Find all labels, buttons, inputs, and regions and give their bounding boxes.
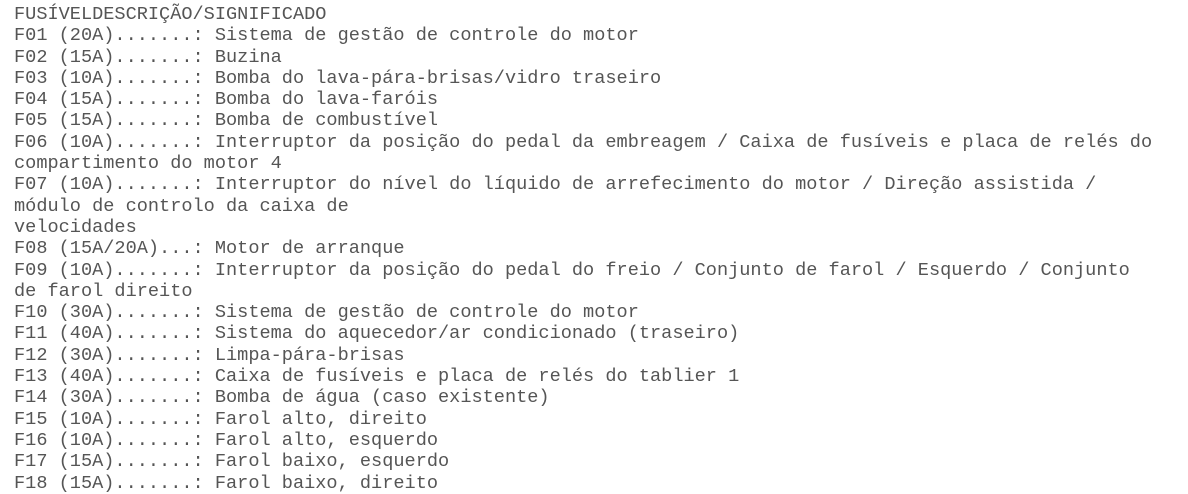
fuse-line-f11: F11 (40A).......: Sistema do aquecedor/ar condicionado (traseiro)	[14, 323, 740, 345]
fuse-line-f18: F18 (15A).......: Farol baixo, direito	[14, 472, 439, 494]
fuse-line-f10: F10 (30A).......: Sistema de gestão de controle do motor	[14, 302, 639, 324]
fuse-line-f09: F09 (10A).......: Interruptor da posição do pedal do freio / Conjunto de farol / Esquerdo / Conjunto	[14, 259, 1130, 281]
fuse-line-f08: F08 (15A/20A)...: Motor de arranque	[14, 238, 405, 260]
fuse-line-f14: F14 (30A).......: Bomba de água (caso existente)	[14, 387, 550, 409]
fuse-line-f02: F02 (15A).......: Buzina	[14, 46, 282, 68]
fuse-line-f03: F03 (10A).......: Bomba do lava-pára-brisas/vidro traseiro	[14, 67, 662, 89]
fuse-line-f07-continuation-2: velocidades	[14, 216, 137, 238]
fuse-line-f16: F16 (10A).......: Farol alto, esquerdo	[14, 429, 439, 451]
fuse-line-f15: F15 (10A).......: Farol alto, direito	[14, 408, 427, 430]
fuse-line-f12: F12 (30A).......: Limpa-pára-brisas	[14, 344, 405, 366]
fuse-line-f06: F06 (10A).......: Interruptor da posição do pedal da embreagem / Caixa de fusíveis e placa de relés do	[14, 131, 1153, 153]
fuse-table-header: FUSÍVELDESCRIÇÃO/SIGNIFICADO	[14, 4, 327, 25]
fuse-line-f09-continuation: de farol direito	[14, 280, 193, 302]
fuse-line-f13: F13 (40A).......: Caixa de fusíveis e placa de relés do tablier 1	[14, 366, 740, 388]
fuse-line-f07-continuation-1: módulo de controlo da caixa de	[14, 195, 349, 217]
fuse-line-f06-continuation: compartimento do motor 4	[14, 153, 282, 175]
fuse-line-f05: F05 (15A).......: Bomba de combustível	[14, 110, 439, 132]
fuse-line-f07: F07 (10A).......: Interruptor do nível do líquido de arrefecimento do motor / Direção assistida /	[14, 174, 1097, 196]
fuse-line-f17: F17 (15A).......: Farol baixo, esquerdo	[14, 451, 450, 473]
fuse-line-f01: F01 (20A).......: Sistema de gestão de controle do motor	[14, 25, 639, 47]
fuse-line-f04: F04 (15A).......: Bomba do lava-faróis	[14, 89, 439, 111]
